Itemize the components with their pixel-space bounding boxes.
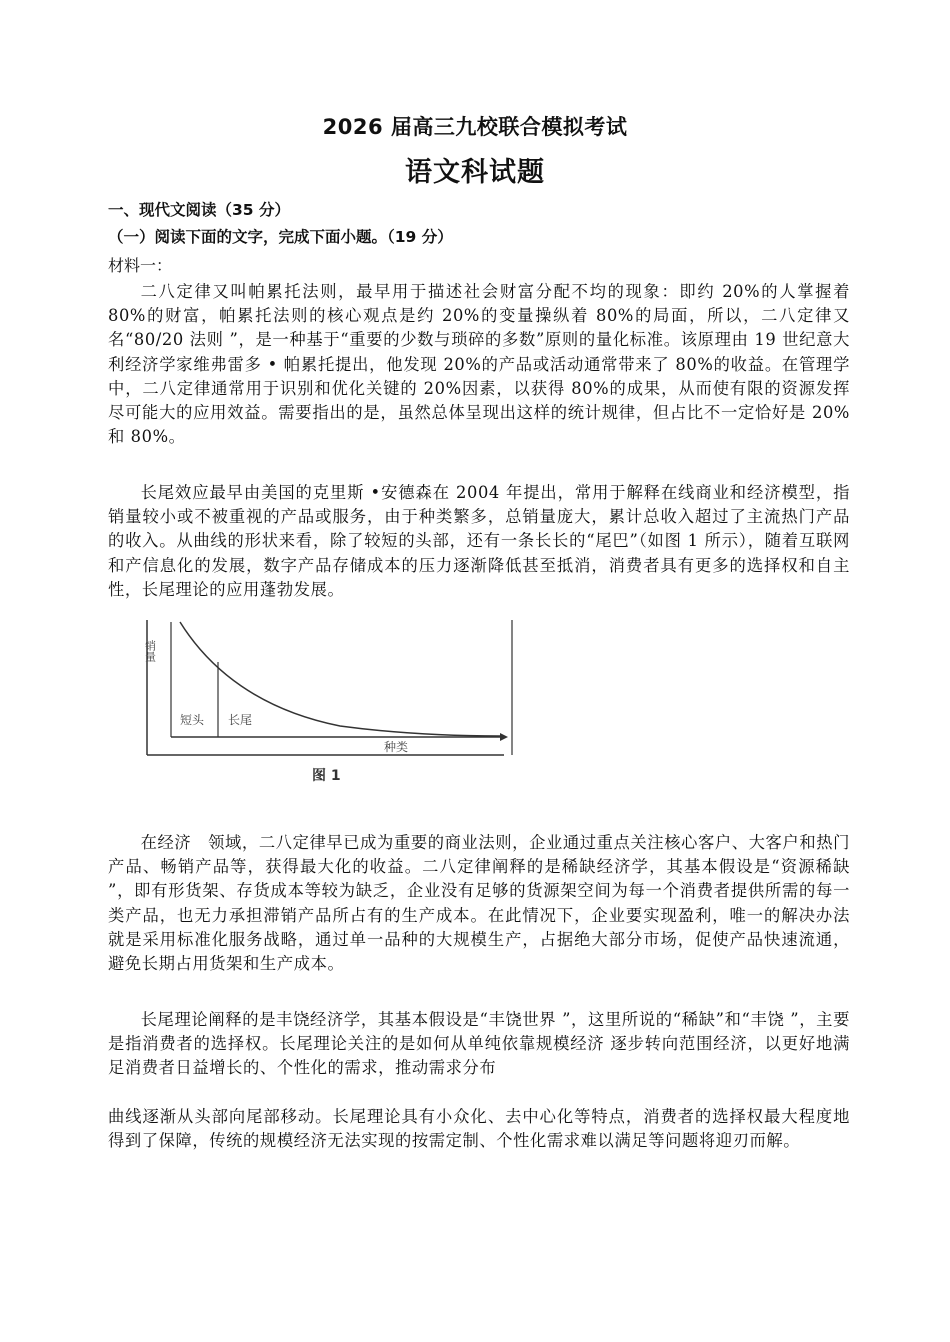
paragraph-4: 长尾理论阐释的是丰饶经济学，其基本假设是“丰饶世界 ”，这里所说的“稀缺”和“丰饶 ”，主要是指消费者的选择权。长尾理论关注的是如何从单纯依靠规模经济 逐步转向范围经济，以更好地满足消费者日益增长的、个性化的需求，推动需求分布 [108, 1010, 850, 1078]
x-axis-arrow [500, 733, 508, 741]
paragraph-2: 长尾效应最早由美国的克里斯 •安德森在 2004 年提出，常用于解释在线商业和经济模型，指销量较小或不被重视的产品或服务，由于种类繁多，总销量庞大，累计总收入超过了主流热门产品的收入。从曲线的形状来看，除了较短的头部，还有一条长长的“尾巴”（如图 1 所示），随着互联网和产信息化的发展，数字产品存储成本的压力逐渐降低甚至抵消，消费者具有更多的选择权和自主性，长尾理论的应用蓬勃发展。 [108, 483, 850, 599]
head-label: 短头 [180, 713, 205, 727]
exam-subtitle: 语文科试题 [405, 157, 545, 188]
long-tail-figure [140, 620, 520, 790]
sub-section-heading: （一）阅读下面的文字，完成下面小题。（19 分） [108, 228, 453, 246]
y-axis-label: 销量 [143, 640, 157, 662]
figure-caption: 图 1 [312, 768, 341, 784]
section-heading: 一、现代文阅读（35 分） [108, 201, 290, 219]
material-label: 材料一： [108, 256, 173, 275]
paragraph-5: 曲线逐渐从头部向尾部移动。长尾理论具有小众化、去中心化等特点，消费者的选择权最大程度地得到了保障，传统的规模经济无法实现的按需定制、个性化需求难以满足等问题将迎刃而解。 [108, 1107, 850, 1151]
exam-title: 2026 届高三九校联合模拟考试 [322, 115, 628, 139]
paragraph-1: 二八定律又叫帕累托法则，最早用于描述社会财富分配不均的现象：即约 20%的人掌握着 80%的财富，帕累托法则的核心观点是约 20%的变量操纵着 80%的局面，所以，二八定律又名“80/20 法则 ”，是一种基于“重要的少数与琐碎的多数”原则的量化标准。该原理由 19 世纪意大利经济学家维弗雷多 • 帕累托提出，他发现 20%的产品或活动通常带来了 80%的收益。在管理学中，二八定律通常用于识别和优化关键的 20%因素，以获得 80%的成果，从而使有限的资源发挥尽可能大的应用效益。需要指出的是，虽然总体呈现出这样的统计规律，但占比不一定恰好是 20%和 80%。 [108, 282, 850, 447]
tail-label: 长尾 [228, 713, 253, 727]
x-axis-label: 种类 [384, 740, 409, 754]
paragraph-3: 在经济 领域，二八定律早已成为重要的商业法则，企业通过重点关注核心客户、大客户和热门产品、畅销产品等，获得最大化的收益。二八定律阐释的是稀缺经济学，其基本假设是“资源稀缺 ”，即有形货架、存货成本等较为缺乏，企业没有足够的货源架空间为每一个消费者提供所需的每一类产品，也无力承担滞销产品所占有的生产成本。在此情况下，企业要实现盈利，唯一的解决办法就是采用标准化服务战略，通过单一品种的大规模生产，占据绝大部分市场，促使产品快速流通，避免长期占用货架和生产成本。 [108, 833, 850, 974]
